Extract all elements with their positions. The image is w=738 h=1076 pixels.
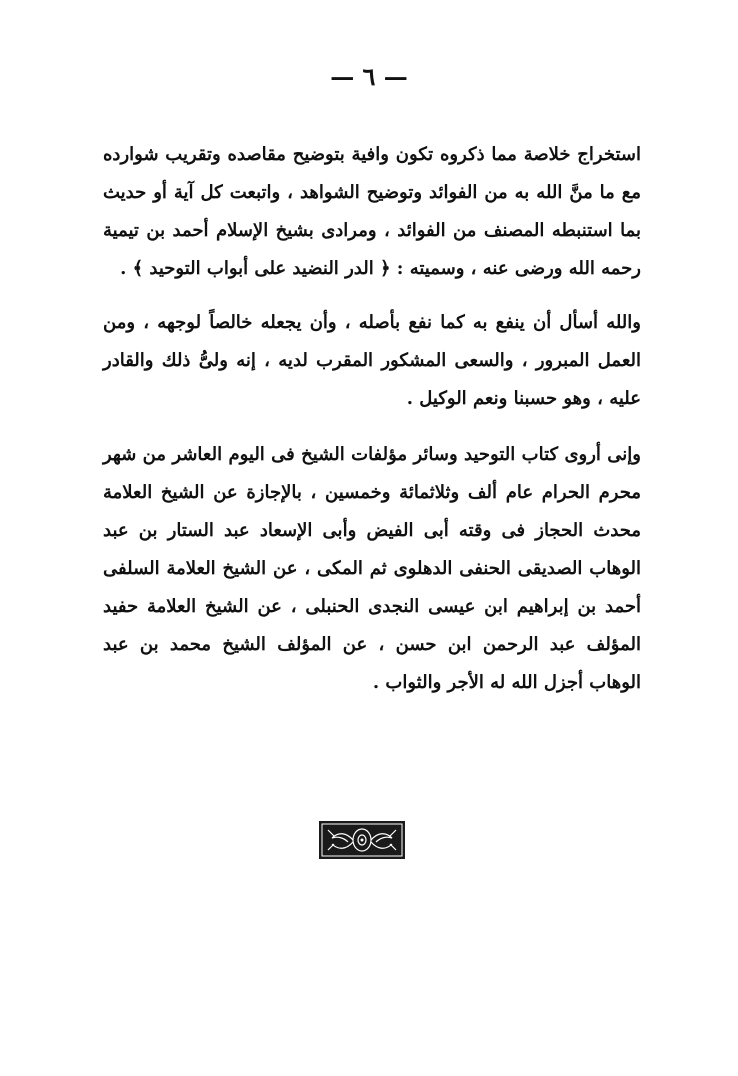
paragraph-2: والله أسأل أن ينفع به كما نفع بأصله ، وأن يجعله خالصاً لوجهه ، ومن العمل المبرور ، والسعى المشكور المقرب لديه ، إنه ولىُّ ذلك والقادر عليه ، وهو حسبنا ونعم الوكيل .: [103, 312, 641, 409]
paragraph-1: استخراج خلاصة مما ذكروه تكون وافية بتوضيح مقاصده وتقريب شوارده مع ما منَّ الله به من الفوائد وتوضيح الشواهد ، واتبعت كل آية أو حديث بما استنبطه المصنف من الفوائد ، ومرادى بشيخ الإسلام أحمد بن تيمية رحمه الله ورضى عنه ، وسميته : ﴿ الدر النضيد على أبواب التوحيد ﴾ .: [103, 144, 641, 279]
paragraph-3: وإنى أروى كتاب التوحيد وسائر مؤلفات الشيخ فى اليوم العاشر من شهر محرم الحرام عام ألف وثلاثمائة وخمسين ، بالإجازة عن الشيخ العلامة محدث الحجاز فى وقته أبى الفيض وأبى الإسعاد عبد الستار بن عبد الوهاب الصديقى الحنفى الدهلوى ثم المكى ، عن الشيخ العلامة السلفى أحمد بن إبراهيم ابن عيسى النجدى الحنبلى ، عن الشيخ العلامة حفيد المؤلف عبد الرحمن ابن حسن ، عن المؤلف الشيخ محمد بن عبد الوهاب أجزل الله له الأجر والثواب .: [103, 444, 641, 693]
floral-ornament-icon: [318, 820, 406, 860]
page-number: — ٦ —: [330, 62, 408, 91]
